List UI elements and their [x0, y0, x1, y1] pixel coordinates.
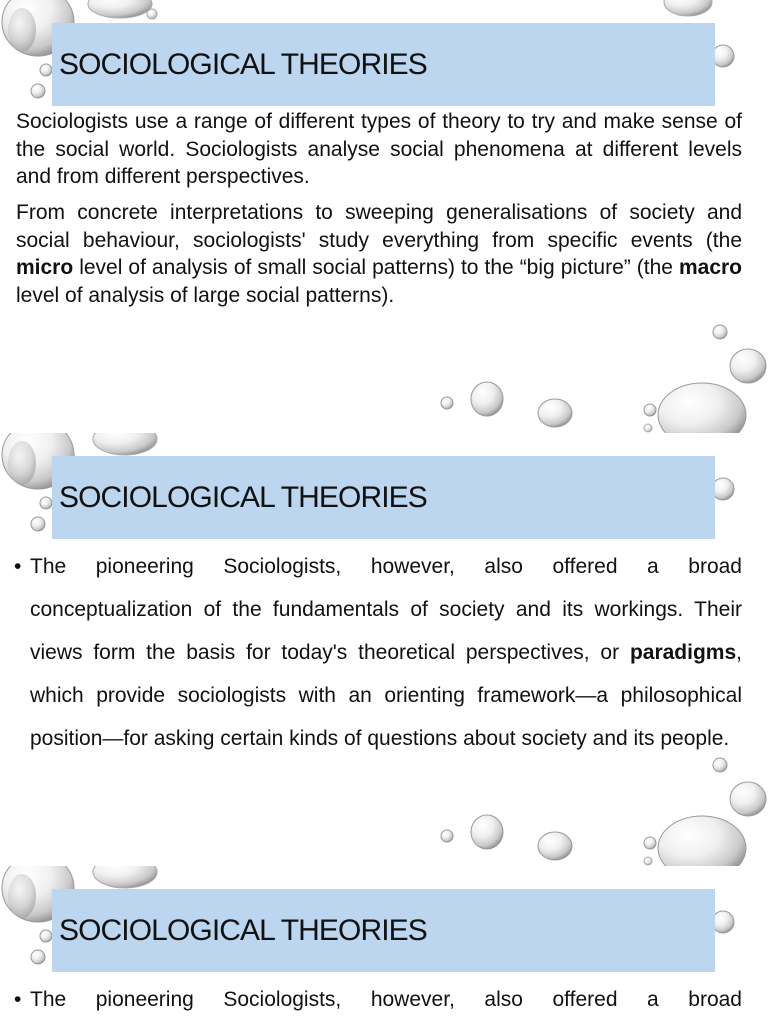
paragraph-text: From concrete interpretations to sweeping generalisations of society and social behaviour, sociologists' study everything from specific events (the: [16, 201, 742, 252]
slide-title: SOCIOLOGICAL THEORIES: [59, 48, 427, 81]
paragraph-text: level of analysis of small social patterns) to the “big picture” (the: [73, 256, 679, 279]
bullet-marker: •: [14, 988, 22, 1011]
paragraph-intro: Sociologists use a range of different types of theory to try and make sense of the social world. Sociologists analyse social phenomena at different levels and from different perspectives.: [16, 110, 742, 188]
paragraph-text: , which provide sociologists with an orienting framework—a philosophical position—for asking certain kinds of questions about society and its people.: [30, 641, 742, 750]
bullet-text: [30, 545, 742, 760]
paragraph-text: level of analysis of large social patterns).: [16, 283, 395, 307]
bullet-marker: •: [14, 555, 22, 578]
bullet-text: The pioneering Sociologists, however, also offered a broad: [30, 988, 742, 1011]
keyword-macro: macro: [678, 256, 742, 279]
slide-3: [0, 866, 768, 1024]
slide-1: [0, 0, 768, 433]
slide-title: SOCIOLOGICAL THEORIES: [59, 914, 427, 947]
title-bar: [52, 889, 715, 972]
title-bar: [52, 456, 715, 539]
paragraph-text: The pioneering Sociologists, however, also offered a broad conceptualization of the fundamentals of society and its workings. Their views form the basis for today's theoretical perspectives, or: [30, 555, 742, 664]
keyword-micro: micro: [16, 256, 74, 279]
slide-title: SOCIOLOGICAL THEORIES: [59, 481, 427, 514]
slide-2: [0, 433, 768, 866]
title-bar: [52, 23, 715, 106]
paragraph-levels: [16, 199, 742, 309]
keyword-paradigms: paradigms: [629, 641, 737, 664]
